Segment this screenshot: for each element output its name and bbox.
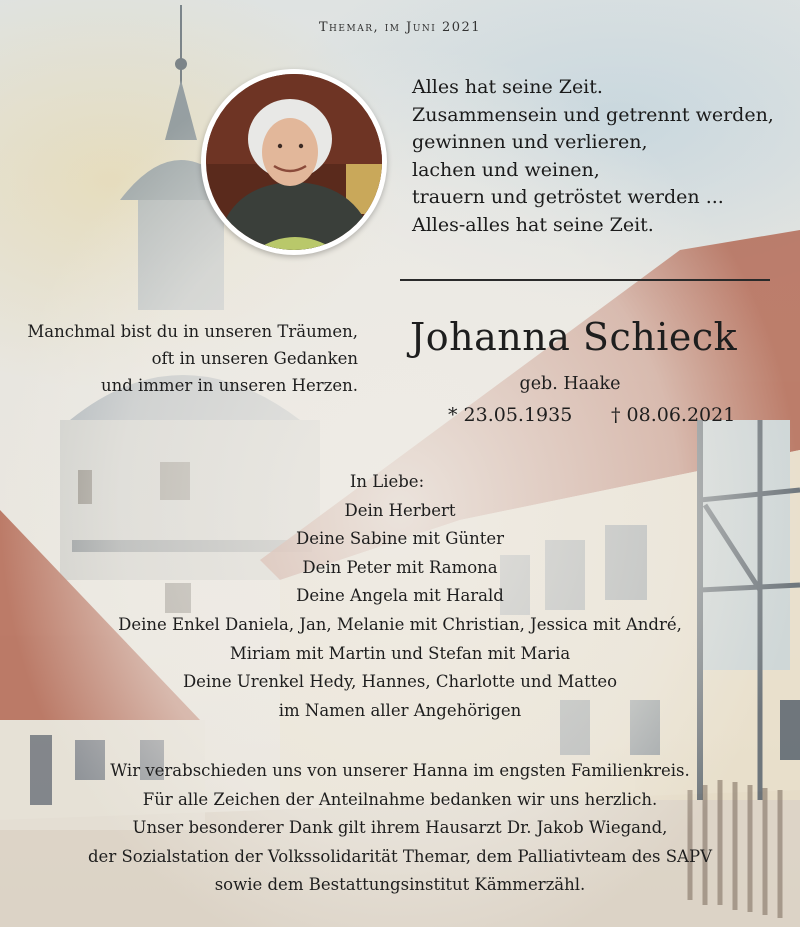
mourner-line: Deine Sabine mit Günter [295,529,505,549]
mourner-line: im Namen aller Angehörigen [278,700,522,720]
poem-line: lachen und weinen, [412,158,600,181]
poem-line: trauern und getröstet werden ... [412,186,724,208]
mourners-list [0,468,800,725]
divider-line [400,279,770,281]
poem-line: gewinnen und verlieren, [412,131,648,153]
mourner-line: Miriam mit Martin und Stefan mit Maria [229,643,571,663]
mourner-line: Deine Angela mit Harald [296,586,504,606]
poem-line: Zusammensein und getrennt werden, [412,103,774,126]
closing-text [0,757,800,900]
death-date: † 08.06.2021 [611,404,736,426]
closing-line: Für alle Zeichen der Anteilnahme bedanken wir uns herzlich. [142,789,658,809]
verse-line: oft in unseren Gedanken [151,349,358,368]
closing-line: Unser besonderer Dank gilt ihrem Hausarzt Dr. Jakob Wiegand, [132,818,668,838]
verse-line: Manchmal bist du in unseren Träumen, [27,322,358,341]
mourner-line: Dein Peter mit Ramona [302,557,498,577]
closing-line: sowie dem Bestattungsinstitut Kämmerzähl. [214,875,586,895]
poem-line: Alles hat seine Zeit. [412,76,603,98]
closing-line: der Sozialstation der Volkssolidarität Themar, dem Palliativteam des SAPV [88,846,712,866]
verse-line: und immer in unseren Herzen. [100,376,358,395]
memorial-verse [18,318,358,399]
birth-name: geb. Haake [519,374,621,394]
poem [412,74,782,239]
mourner-line: Deine Enkel Daniela, Jan, Melanie mit Christian, Jessica mit André, [118,614,682,634]
mourner-line: Dein Herbert [344,500,456,520]
deceased-name: Johanna Schieck [410,315,738,359]
closing-line: Wir verabschieden uns von unserer Hanna im engsten Familienkreis. [110,761,690,780]
poem-line: Alles-alles hat seine Zeit. [412,213,654,236]
mourner-line: Deine Urenkel Hedy, Hannes, Charlotte und Matteo [182,672,618,692]
mourners-intro: In Liebe: [349,472,425,491]
birth-date: * 23.05.1935 [448,404,573,426]
portrait-photo [201,69,387,255]
place-and-date: Themar, im Juni 2021 [318,20,482,35]
